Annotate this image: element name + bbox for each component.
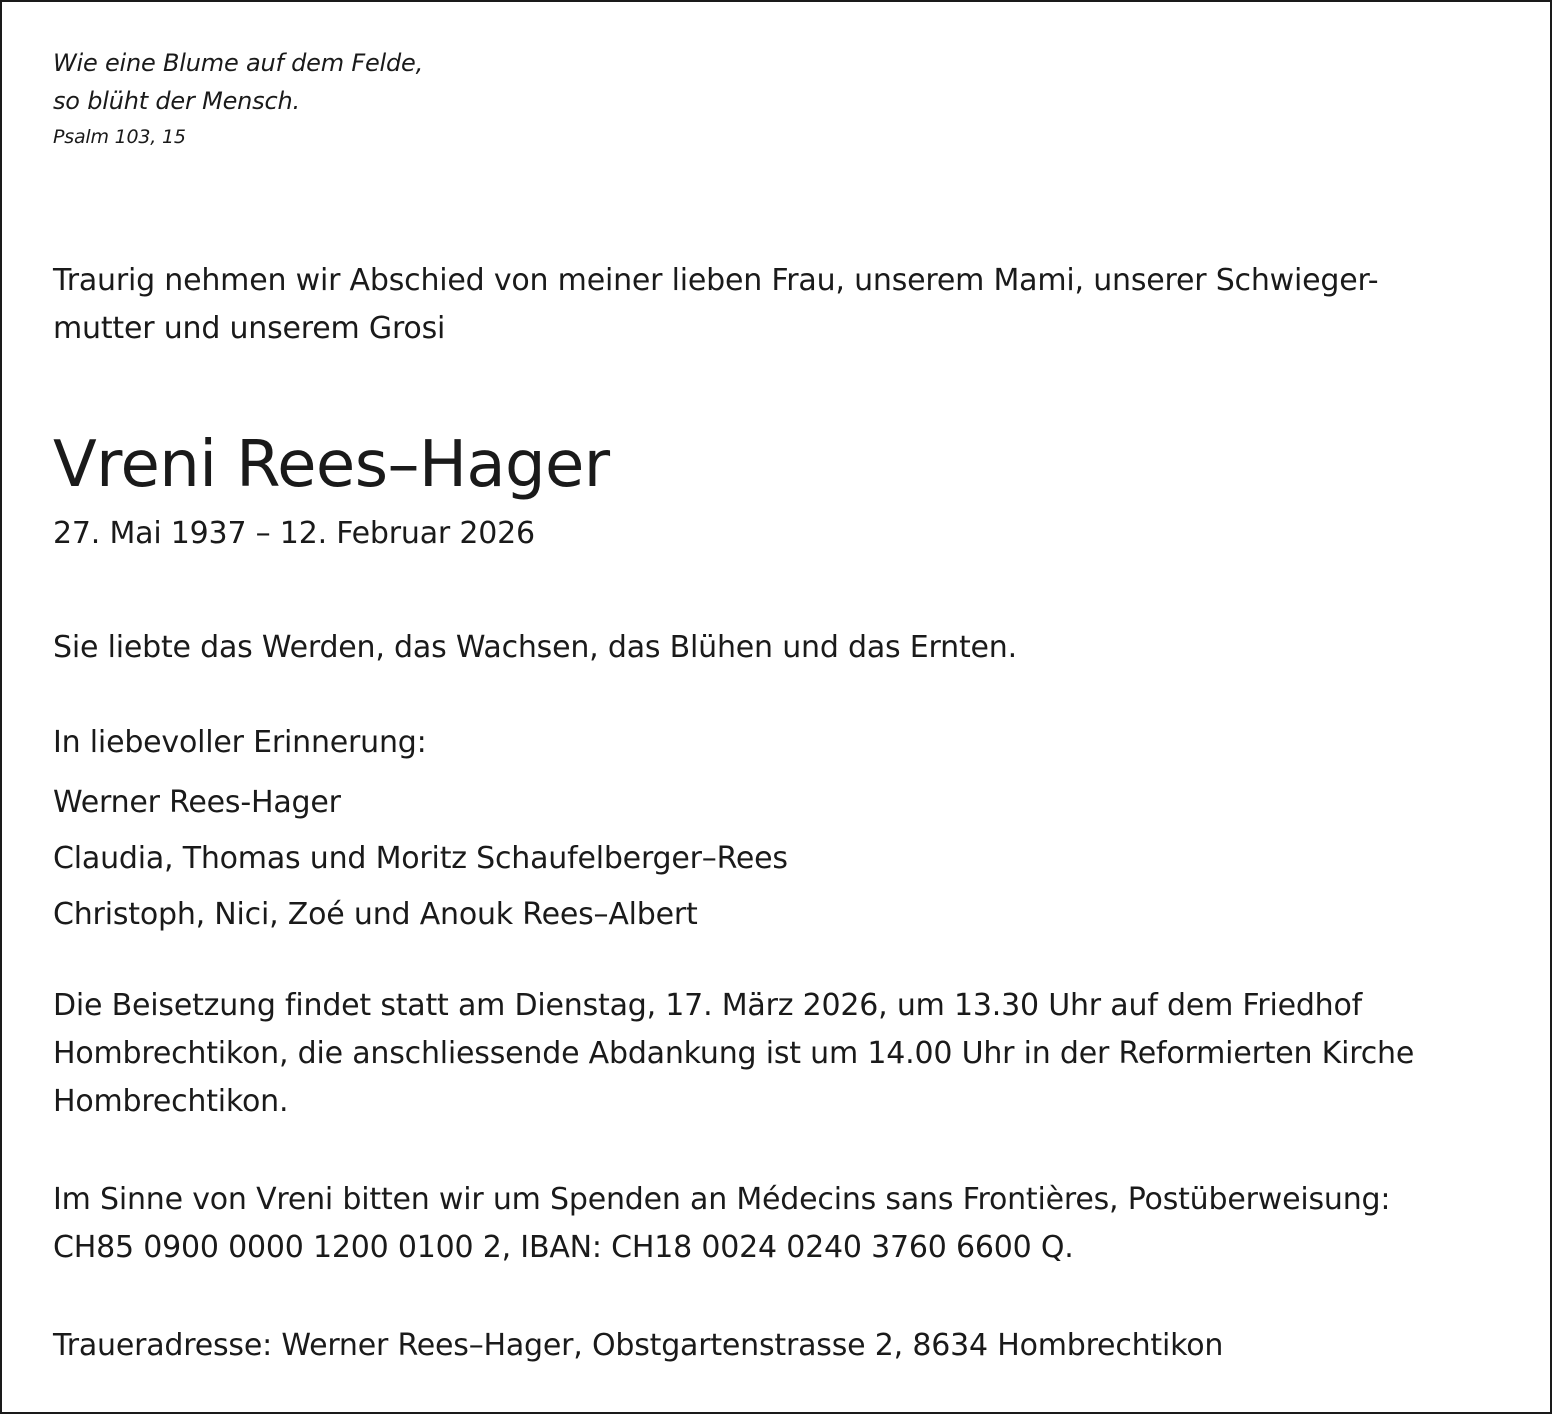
mourners-list	[53, 775, 788, 943]
mourner-item: Christoph, Nici, Zoé und Anouk Rees–Albert	[53, 897, 698, 932]
motto-source: Psalm 103, 15	[53, 126, 186, 148]
deceased-name: Vreni Rees–Hager	[53, 428, 610, 502]
mourner-item: Werner Rees-Hager	[53, 785, 341, 820]
memorial-label: In liebevoller Erinnerung:	[53, 725, 427, 760]
remembrance-quote: Sie liebte das Werden, das Wachsen, das Blühen und das Ernten.	[53, 630, 1017, 665]
donation-details	[53, 1176, 1390, 1272]
motto-line: Wie eine Blume auf dem Felde,	[53, 49, 424, 77]
motto-verse	[53, 44, 423, 120]
motto-line: so blüht der Mensch.	[53, 87, 300, 115]
funeral-line: Die Beisetzung findet statt am Dienstag, 17. März 2026, um 13.30 Uhr auf dem Friedhof	[53, 988, 1363, 1023]
life-dates: 27. Mai 1937 – 12. Februar 2026	[53, 516, 535, 551]
intro-line: Traurig nehmen wir Abschied von meiner lieben Frau, unserem Mami, unserer Schwieger-	[53, 263, 1379, 298]
mourning-address: Traueradresse: Werner Rees–Hager, Obstgartenstrasse 2, 8634 Hombrechtikon	[53, 1328, 1224, 1363]
intro-text	[53, 257, 1378, 353]
mourner-item: Claudia, Thomas und Moritz Schaufelberger–Rees	[53, 841, 788, 876]
intro-line: mutter und unserem Grosi	[53, 311, 446, 346]
funeral-line: Hombrechtikon.	[53, 1084, 289, 1119]
funeral-line: Hombrechtikon, die anschliessende Abdankung ist um 14.00 Uhr in der Reformierten Kirche	[53, 1036, 1415, 1071]
funeral-details	[53, 982, 1414, 1126]
donation-line: Im Sinne von Vreni bitten wir um Spenden an Médecins sans Frontières, Postüberweisung:	[53, 1182, 1391, 1217]
donation-line: CH85 0900 0000 1200 0100 2, IBAN: CH18 0024 0240 3760 6600 Q.	[53, 1230, 1074, 1265]
